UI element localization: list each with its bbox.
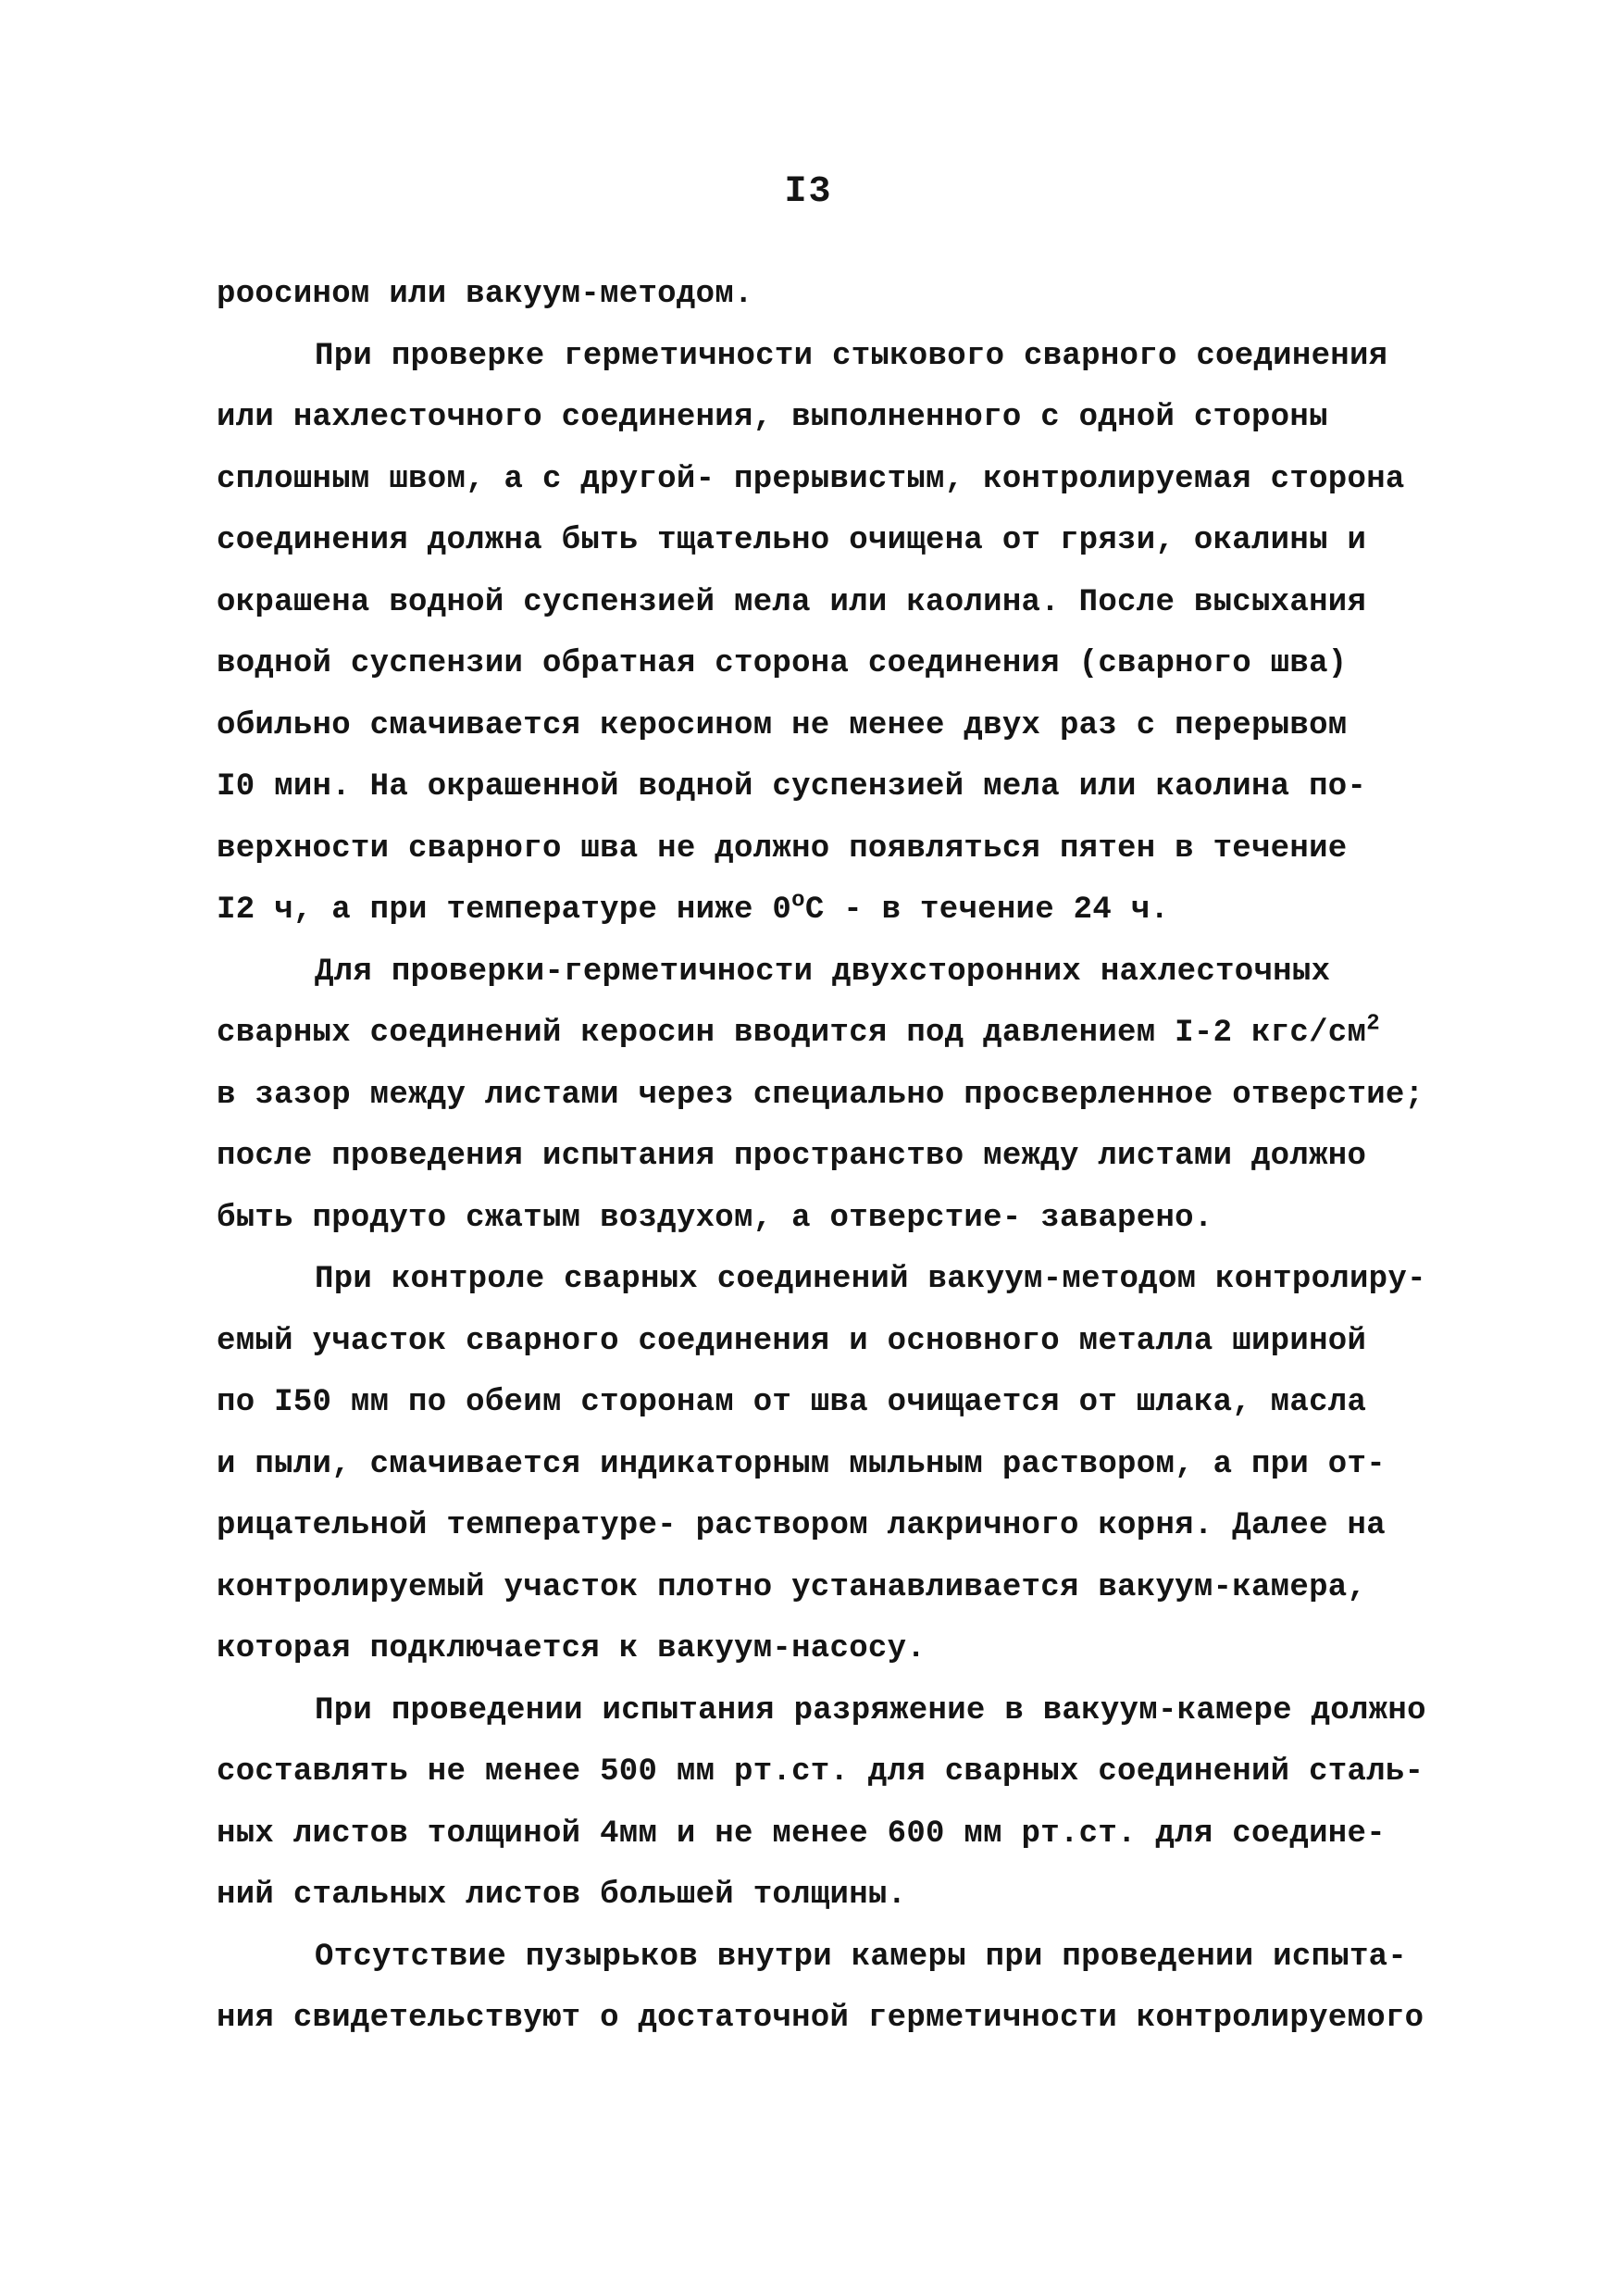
text-line: окрашена водной суспензией мела или каолина. После высыхания — [217, 584, 1367, 620]
document-body — [217, 264, 1457, 2050]
superscript: 2 — [1366, 1011, 1380, 1037]
text-line: по I50 мм по обеим сторонам от шва очищается от шлака, масла — [217, 1385, 1367, 1420]
text-line: водной суспензии обратная сторона соединения (сварного шва) — [217, 646, 1348, 681]
text-line — [217, 880, 1457, 942]
text-line: роосином или вакуум-методом. — [217, 277, 753, 312]
text-line: обильно смачивается керосином не менее двух раз с перерывом — [217, 707, 1348, 743]
text-line: которая подключается к вакуум-насосу. — [217, 1631, 927, 1666]
text-line: При проверке герметичности стыкового сварного соединения — [315, 338, 1388, 374]
text-line: составлять не менее 500 мм рт.ст. для сварных соединений сталь- — [217, 1754, 1424, 1790]
text-line: емый участок сварного соединения и основного металла шириной — [217, 1323, 1367, 1359]
text-line: При проведении испытания разряжение в вакуум-камере должно — [315, 1692, 1426, 1728]
text-line: быть продуто сжатым воздухом, а отверстие- заварено. — [217, 1200, 1213, 1236]
text-line: после проведения испытания пространство между листами должно — [217, 1139, 1367, 1174]
text-line: ных листов толщиной 4мм и не менее 600 мм рт.ст. для соедине- — [217, 1816, 1386, 1852]
page-number: I3 — [784, 171, 833, 213]
text-fragment: I2 ч, а при температуре ниже 0 — [217, 892, 792, 928]
paragraph — [217, 1680, 1457, 1927]
superscript: o — [791, 888, 805, 914]
text-line: Для проверки-герметичности двухсторонних нахлесточных — [315, 954, 1331, 990]
text-line: контролируемый участок плотно устанавливается вакуум-камера, — [217, 1569, 1367, 1605]
text-line: При контроле сварных соединений вакуум-методом контролиру- — [315, 1262, 1426, 1297]
text-fragment: сварных соединений керосин вводится под давлением I-2 кгс/см — [217, 1016, 1367, 1051]
paragraph — [217, 264, 1457, 326]
paragraph — [217, 1927, 1457, 2050]
text-line — [217, 1003, 1457, 1065]
text-line: Отсутствие пузырьков внутри камеры при проведении испыта- — [315, 1939, 1408, 1975]
text-line: соединения должна быть тщательно очищена от грязи, окалины и — [217, 523, 1367, 558]
paragraph — [217, 326, 1457, 942]
paragraph — [217, 1249, 1457, 1680]
text-fragment: C - в течение 24 ч. — [804, 892, 1170, 928]
paragraph — [217, 942, 1457, 1250]
text-line: или нахлесточного соединения, выполненного с одной стороны — [217, 400, 1328, 435]
text-line: сплошным швом, а с другой- прерывистым, контролируемая сторона — [217, 461, 1405, 497]
text-line: I0 мин. На окрашенной водной суспензией мела или каолина по- — [217, 769, 1367, 805]
text-line: верхности сварного шва не должно появляться пятен в течение — [217, 830, 1348, 867]
text-line: и пыли, смачивается индикаторным мыльным раствором, а при от- — [217, 1446, 1386, 1482]
text-line: ния свидетельствуют о достаточной герметичности контролируемого — [217, 2001, 1424, 2036]
text-line: рицательной температуре- раствором лакричного корня. Далее на — [217, 1508, 1386, 1543]
text-line: в зазор между листами через специально просверленное отверстие; — [217, 1077, 1424, 1113]
text-line: ний стальных листов большей толщины. — [217, 1878, 907, 1913]
